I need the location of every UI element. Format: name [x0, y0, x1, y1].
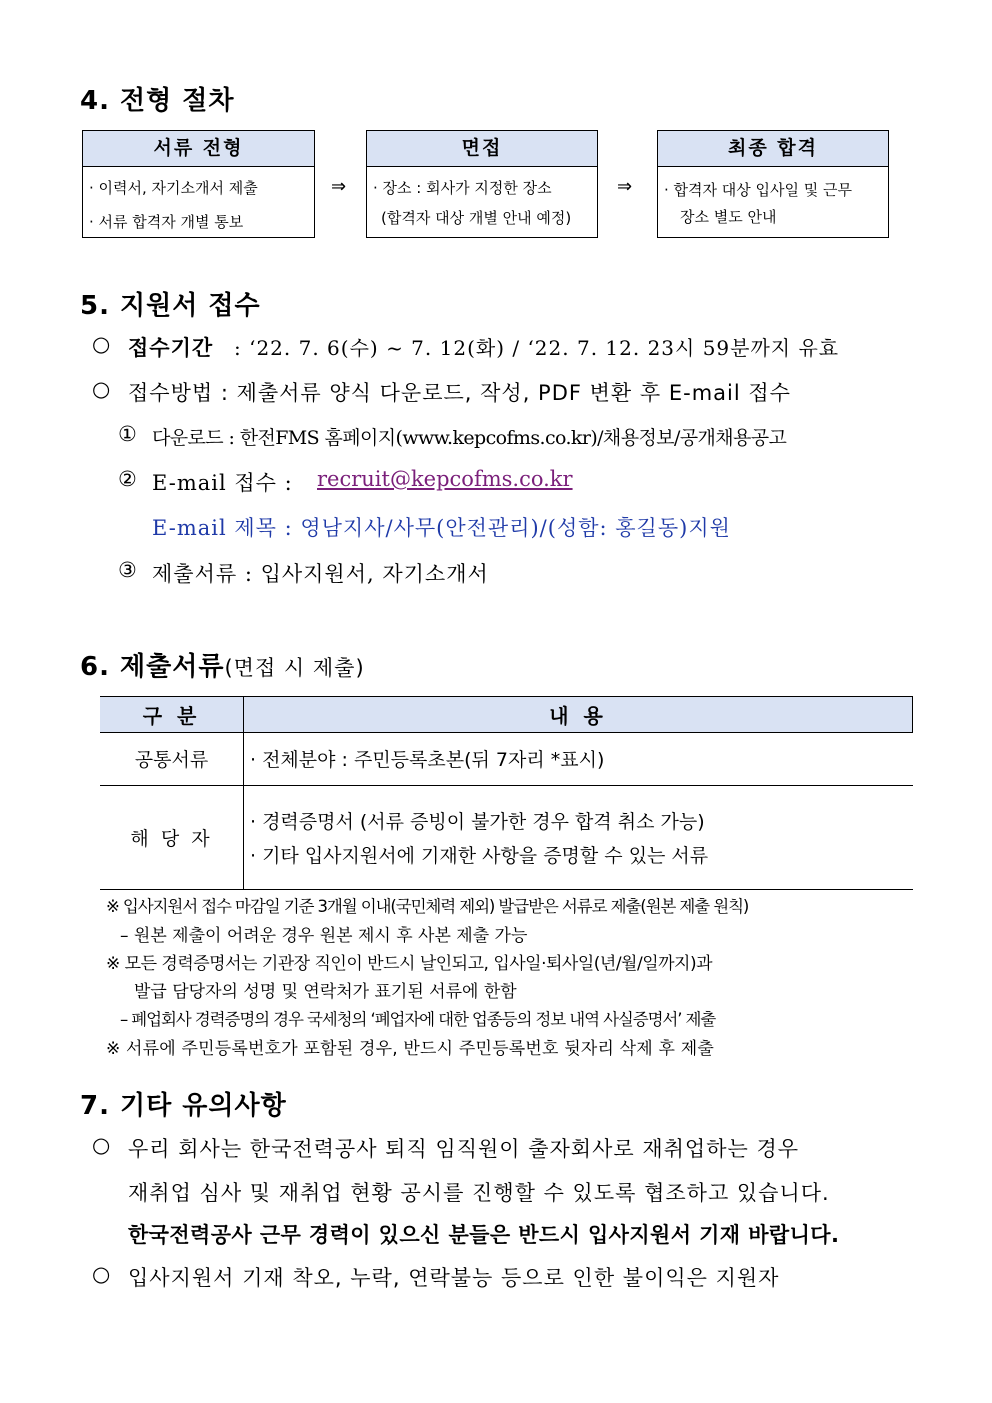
docs-text: 제출서류 : 입사지원서, 자기소개서 [152, 562, 489, 586]
row-common-content: · 전체분야 : 주민등록초본(뒤 7자리 *표시) [250, 749, 605, 771]
note-line: ※ 모든 경력증명서는 기관장 직인이 반드시 날인되고, 입사일·퇴사일(년/월/일까지)과 [106, 954, 713, 974]
note-line: – 폐업회사 경력증명의 경우 국세청의 ‘폐업자에 대한 업종등의 정보 내역 사실증명서’ 제출 [120, 1010, 716, 1029]
period-value: : ‘22. 7. 6(수) ~ 7. 12(화) / ‘22. 7. 12. 23시 59분까지 유효 [234, 336, 840, 360]
method-bullet: ○ [92, 377, 112, 401]
notice-line: 우리 회사는 한국전력공사 퇴직 임직원이 출자회사로 재취업하는 경우 [128, 1137, 800, 1161]
process-step-line: · 장소 : 회사가 지정한 장소 [373, 179, 552, 197]
process-step-line: · 서류 합격자 개별 통보 [89, 213, 244, 231]
notice-bullet: ○ [92, 1133, 112, 1157]
table-border [100, 889, 913, 890]
row-applicable-label: 해 당 자 [130, 828, 213, 850]
period-bullet: ○ [92, 332, 112, 356]
docs-number: ③ [118, 558, 138, 582]
table-border [912, 696, 913, 732]
period-label: 접수기간 [128, 336, 214, 360]
download-text: 다운로드 : 한전FMS 홈페이지(www.kepcofms.co.kr)/채용정보/공개채용공고 [152, 427, 787, 449]
note-line: – 원본 제출이 어려운 경우 원본 제시 후 사본 제출 가능 [120, 926, 528, 946]
email-label: E-mail 접수 : [152, 471, 293, 495]
process-step-line: 장소 별도 안내 [680, 208, 777, 226]
notice-line: 입사지원서 기재 착오, 누락, 연락불능 등으로 인한 불이익은 지원자 [128, 1266, 780, 1290]
section-6-title-wrap [80, 646, 365, 683]
table-border [100, 696, 913, 697]
email-subject: E-mail 제목 : 영남지사/사무(안전관리)/(성함: 홍길동)지원 [152, 516, 731, 540]
notice-bullet: ○ [92, 1262, 112, 1286]
section-5-title: 5. 지원서 접수 [80, 291, 261, 321]
process-step-line: (합격자 대상 개별 안내 예정) [381, 209, 572, 227]
notice-line: 재취업 심사 및 재취업 현황 공시를 진행할 수 있도록 협조하고 있습니다. [128, 1181, 830, 1205]
process-step-line: · 합격자 대상 입사일 및 근무 [664, 181, 852, 199]
row-applicable-line: · 경력증명서 (서류 증빙이 불가한 경우 합격 취소 가능) [250, 811, 705, 833]
note-line: ※ 입사지원서 접수 마감일 기준 3개월 이내(국민체력 제외) 발급받은 서류로 제출(원본 제출 원칙) [106, 897, 749, 916]
notice-line-bold: 한국전력공사 근무 경력이 있으신 분들은 반드시 입사지원서 기재 바랍니다. [128, 1223, 840, 1247]
arrow-icon: ⇒ [617, 176, 633, 197]
process-step-title: 면접 [367, 131, 597, 167]
table-border [100, 732, 913, 733]
method-text: 접수방법 : 제출서류 양식 다운로드, 작성, PDF 변환 후 E-mail 접수 [128, 381, 791, 405]
section-4-title: 4. 전형 절차 [80, 86, 235, 116]
note-line: ※ 서류에 주민등록번호가 포함된 경우, 반드시 주민등록번호 뒷자리 삭제 후 제출 [106, 1039, 714, 1059]
table-header-content: 내 용 [549, 704, 607, 728]
section-6-title-suffix: (면접 시 제출) [224, 656, 365, 680]
note-line: 발급 담당자의 성명 및 연락처가 표기된 서류에 한함 [134, 982, 517, 1002]
email-number: ② [118, 467, 138, 491]
section-7-title: 7. 기타 유의사항 [80, 1091, 287, 1121]
table-header-category: 구 분 [142, 704, 201, 728]
process-step-line: · 이력서, 자기소개서 제출 [89, 179, 258, 197]
arrow-icon: ⇒ [331, 176, 347, 197]
process-step-final [657, 130, 889, 238]
table-border [100, 785, 913, 786]
row-common-label: 공통서류 [134, 749, 209, 771]
process-step-title: 최종 합격 [658, 131, 888, 167]
process-step-title: 서류 전형 [83, 131, 314, 167]
process-step-interview [366, 130, 598, 238]
row-applicable-line: · 기타 입사지원서에 기재한 사항을 증명할 수 있는 서류 [250, 845, 709, 867]
process-step-document [82, 130, 315, 238]
section-6-title: 6. 제출서류 [80, 652, 225, 682]
email-link[interactable]: recruit@kepcofms.co.kr [317, 467, 573, 491]
download-number: ① [118, 422, 138, 446]
